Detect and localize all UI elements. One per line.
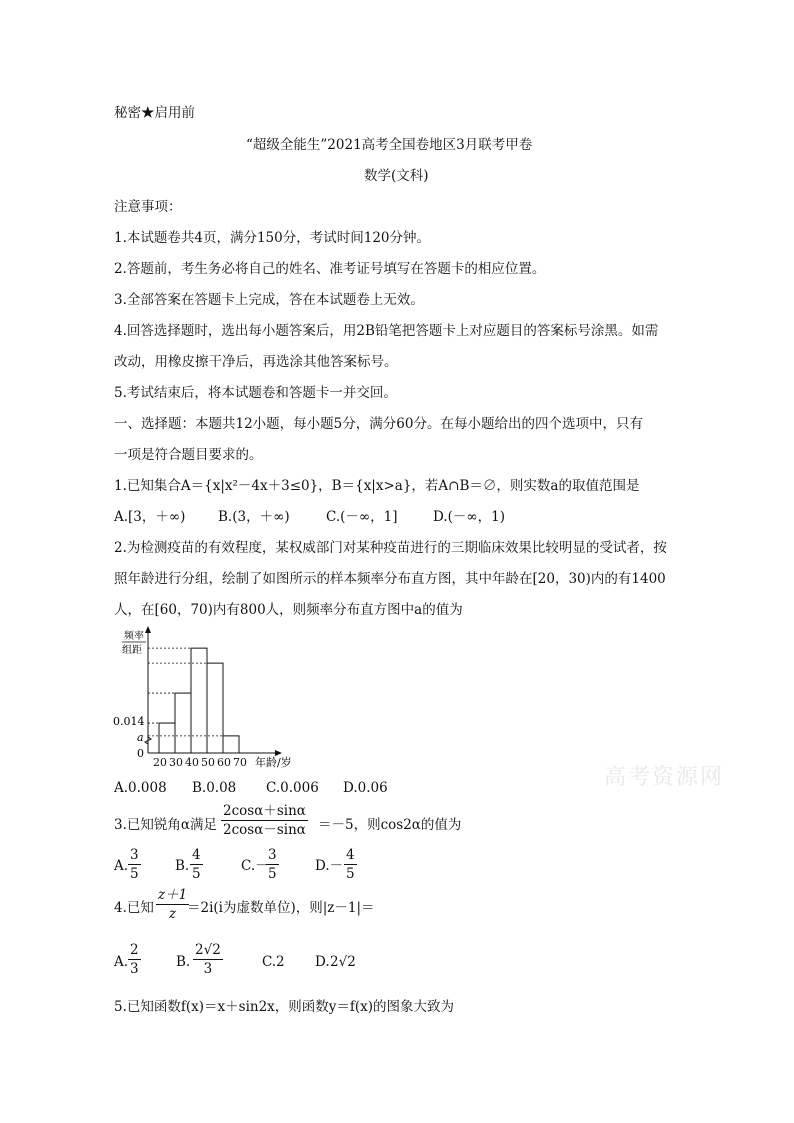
q3-option-b-label: B. [175,858,190,874]
q4-option-b-label: B. [176,954,191,970]
question-2-stem: 2.为检测疫苗的有效程度，某权威部门对某种疫苗进行的三期临床效果比较明显的受试者，按 [114,540,667,556]
x-tick-label: 40 [185,756,199,768]
q3-option-a-label: A. [114,858,129,874]
fraction-denominator: z [169,906,177,922]
histogram-bar [207,663,223,753]
q3-option-d-label: D.－ [315,858,344,874]
histogram-bar [159,723,175,753]
y-tick-0: 0 [137,747,144,760]
q4-option-d-label: D. [315,954,330,970]
exam-title: “超级全能生”2021高考全国卷地区3月联考甲卷 [246,137,533,153]
notes-heading: 注意事项： [114,199,182,215]
fraction-numerator: z＋1 [158,887,188,903]
question-3-option-d: $\frac{4}{5}$ [346,847,355,882]
note-item: 3.全部答案在答题卡上完成，答在本试题卷上无效。 [114,292,424,308]
y-label-top: 频率 [124,631,144,642]
question-5-stem: 5.已知函数f(x)＝x＋sin2x，则函数y＝f(x)的图象大致为 [114,999,455,1015]
question-2-option-d: D.0.06 [343,780,388,796]
question-3-prefix: 3.已知锐角α满足 [114,817,217,833]
x-tick-label: 60 [217,756,231,768]
question-1-option-b: B.(3，＋∞) [218,509,290,525]
fraction-denominator: 2cosα－sinα [223,822,306,838]
note-item: 1.本试题卷共4页，满分150分，考试时间120分钟。 [114,230,431,246]
question-1-option-a: A.[3，＋∞) [114,509,186,525]
q4-option-a-label: A. [114,954,129,970]
frequency-histogram [110,626,300,768]
question-2-option-c: C.0.006 [266,780,319,796]
section-heading: 一、选择题：本题共12小题，每小题5分，满分60分。在每小题给出的四个选项中，只有 [114,416,643,432]
y-axis-arrow [145,626,151,633]
question-3-fraction [221,803,308,838]
question-2-option-a: A.0.008 [114,780,167,796]
note-item: 4.回答选择题时，选出每小题答案后，用2B铅笔把答题卡上对应题目的答案标号涂黑。如需 [114,323,659,339]
histogram-bar [223,736,239,753]
histogram-bars [159,648,239,753]
q4-option-c-label: C. [262,954,277,970]
question-3-option-b: $\frac{4}{5}$ [192,847,201,882]
question-1-option-d: D.(－∞，1) [433,509,506,525]
secret-label: 秘密★启用前 [114,105,195,121]
question-2-stem-cont: 人，在[60，70)内有800人，则频率分布直方图中a的值为 [114,602,463,618]
x-tick-label: 20 [153,756,167,768]
question-4-option-a: $\frac{2}{3}$ [130,942,139,977]
question-2-stem-cont: 照年龄进行分组，绘制了如图所示的样本频率分布直方图，其中年龄在[20，30)内的有1400 [114,571,666,587]
watermark: 高考资源网 [604,765,725,790]
question-3-option-a: $\frac{3}{5}$ [130,847,139,882]
note-item: 2.答题前，考生务必将自己的姓名、准考证号填写在答题卡的相应位置。 [114,261,546,277]
section-heading-cont: 一项是符合题目要求的。 [114,447,263,463]
histogram-bar [191,648,207,753]
question-3-suffix: ＝－5，则cos2α的值为 [318,817,462,833]
question-4-option-d: 2√2 [330,954,356,970]
fraction-numerator: 2cosα＋sinα [223,803,306,819]
subject-title: 数学(文科) [364,168,429,184]
question-4-fraction [156,887,189,922]
question-1-option-c: C.(－∞，1] [326,509,398,525]
question-4-suffix: ＝2i(i为虚数单位)，则|z－1|＝ [187,900,375,916]
y-tick-0014: 0.014 [113,715,145,728]
x-tick-label: 30 [169,756,183,768]
question-4-option-b: $\frac{2√2}{3}$ [195,942,221,977]
question-1-stem: 1.已知集合A＝{x|x²－4x＋3≤0}，B＝{x|x>a}，若A∩B＝∅，则实数a的取值范围是 [114,478,640,494]
x-tick-label: 50 [201,756,215,768]
histogram-bar [175,693,191,753]
question-4-option-c: 2 [276,954,285,970]
y-tick-a: a [137,731,144,744]
x-axis-label: 年龄/岁 [255,756,292,768]
x-tick-labels [153,756,247,768]
question-3-option-c: $\frac{3}{5}$ [268,847,277,882]
y-label-bottom: 组距 [122,645,142,656]
question-4-prefix: 4.已知 [114,900,154,916]
note-item: 改动，用橡皮擦干净后，再选涂其他答案标号。 [114,354,398,370]
q3-option-c-label: C.－ [241,858,269,874]
note-item: 5.考试结束后，将本试题卷和答题卡一并交回。 [114,385,397,401]
question-2-option-b: B.0.08 [192,780,237,796]
x-tick-label: 70 [233,756,247,768]
